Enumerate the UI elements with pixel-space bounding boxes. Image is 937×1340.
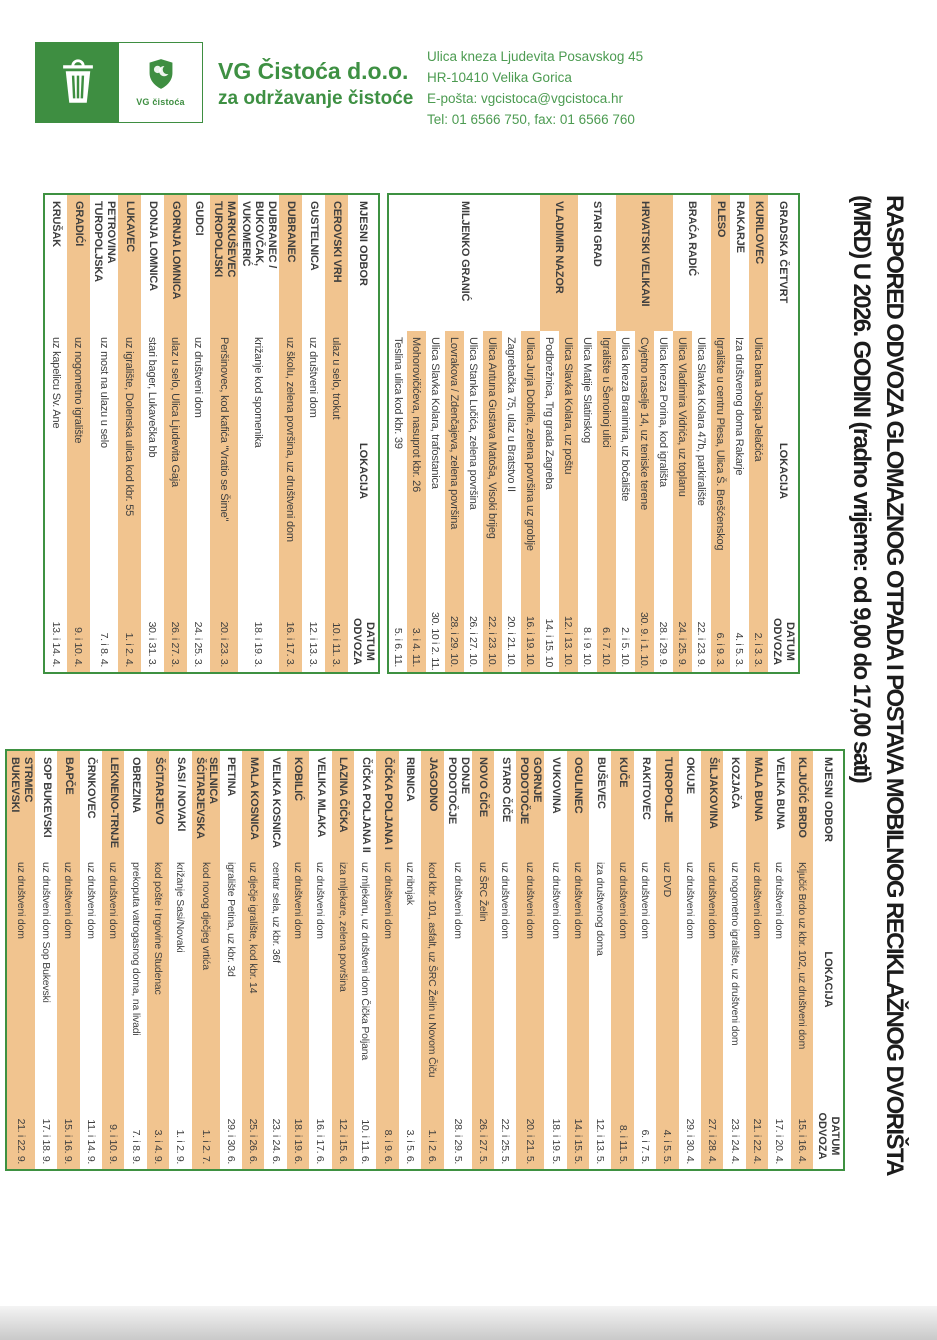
date-cell: 16. i 17. 3. <box>279 611 302 673</box>
address-line: HR-10410 Velika Gorica <box>427 70 572 85</box>
location-cell: uz kapelicu Sv. Ane <box>44 331 67 611</box>
table-row <box>791 750 813 1170</box>
area-name-cell: PETINA <box>220 750 242 856</box>
table-row <box>6 750 35 1170</box>
table-row <box>57 750 79 1170</box>
table-row <box>749 194 768 673</box>
area-name-cell: LUKAVEC <box>118 194 141 331</box>
location-cell: uz mljekaru, uz društveni dom Čička Poljana <box>354 856 376 1103</box>
location-cell: Igralište u centru Plesa, Ulica Š. Brešćenskog <box>711 331 730 611</box>
location-cell: Teslina ulica kod kbr. 39 <box>388 331 407 611</box>
area-name-cell: GUSTELNICA <box>302 194 325 331</box>
date-cell: 12. i 13. 5. <box>589 1103 611 1170</box>
area-name-cell: NOVO ČIČE <box>472 750 494 856</box>
company-logo <box>35 42 203 123</box>
table-row <box>164 194 187 673</box>
table-row <box>302 194 325 673</box>
area-name-cell: ŠILJAKOVINA <box>701 750 723 856</box>
table-row <box>444 750 472 1170</box>
area-name-cell: PLESO <box>711 194 730 331</box>
table-mjesni-odbor-turopolje <box>43 193 380 674</box>
date-cell: 20. i 23. 3. <box>210 611 238 673</box>
location-cell: ulaz u selo, Ulica Ljudevita Gaja <box>164 331 187 611</box>
date-cell: 7. i 8. 4. <box>90 611 118 673</box>
area-name-cell: LAZINA ČIČKA <box>332 750 354 856</box>
area-name-cell: RIBNICA <box>399 750 421 856</box>
table-row <box>169 750 191 1170</box>
area-name-cell: VUKOVINA <box>544 750 566 856</box>
column-header: LOKACIJA <box>357 442 370 500</box>
date-cell: 26. i 27. 3. <box>164 611 187 673</box>
area-name-cell: ČRNKOVEC <box>80 750 102 856</box>
date-cell: 12. i 13. 3. <box>302 611 325 673</box>
table-row <box>692 194 711 673</box>
address-line: Tel: 01 6566 750, fax: 01 6566 760 <box>427 112 635 127</box>
area-name-cell: PETROVINA TUROPOLJSKA <box>90 194 118 331</box>
table-row <box>544 750 566 1170</box>
area-name-cell: DONJE PODOTOČJE <box>444 750 472 856</box>
table-row <box>279 194 302 673</box>
date-cell: 21. i 22. 4. <box>746 1103 768 1170</box>
area-name-cell: OBREZINA <box>124 750 146 856</box>
date-cell: 30. 10 i 2. 11. <box>426 611 445 673</box>
date-cell: 11. i 14. 9. <box>80 1103 102 1170</box>
date-cell: 8. i 11. 5. <box>611 1103 633 1170</box>
area-name-cell: RAKARJE <box>730 194 749 331</box>
date-cell: 6. i 7. 5. <box>634 1103 656 1170</box>
location-cell: uz DVD <box>656 856 678 1103</box>
location-cell: uz društveni dom <box>611 856 633 1103</box>
table-row <box>187 194 210 673</box>
date-cell: 16. i 17. 6. <box>309 1103 331 1170</box>
area-name-cell: HRVATSKI VELIKANI <box>616 194 673 331</box>
area-name-cell: KLJUČIĆ BRDO <box>791 750 813 856</box>
location-cell: uz društveni dom <box>287 856 309 1103</box>
table-row <box>730 194 749 673</box>
area-name-cell: GRADIĆI <box>67 194 90 331</box>
location-cell: Ulica Antuna Gustava Matoša, Visoki brijeg <box>483 331 502 611</box>
table-row <box>264 750 286 1170</box>
area-name-cell: VELIKA KOSNICA <box>264 750 286 856</box>
date-cell: 6. i 9. 3. <box>711 611 730 673</box>
location-cell: uz društveni dom <box>746 856 768 1103</box>
location-cell: uz društveni dom <box>679 856 701 1103</box>
table-row <box>723 750 745 1170</box>
area-name-cell: KUČE <box>611 750 633 856</box>
table-row <box>711 194 730 673</box>
location-cell: ulaz u selo, trokut <box>325 331 348 611</box>
date-cell: 28. i 29. 5. <box>444 1103 472 1170</box>
location-cell: uz društveni dom <box>57 856 79 1103</box>
date-cell: 26. i 27. 5. <box>472 1103 494 1170</box>
column-header: DATUM ODVOZA <box>816 1112 841 1160</box>
table-row <box>80 750 102 1170</box>
table-mjesni-odbor-posavina <box>5 749 845 1171</box>
table-row <box>287 750 309 1170</box>
rotated-document-body <box>8 193 937 1340</box>
date-cell: 1. i 2. 9. <box>169 1103 191 1170</box>
date-cell: 2. i 5. 10. <box>616 611 635 673</box>
location-cell: uz društveni dom <box>376 856 398 1103</box>
location-cell: Ključić Brdo uz kbr. 102, uz društveni dom <box>791 856 813 1103</box>
date-cell: 16. i 19. 10. <box>521 611 540 673</box>
document-title-line1: RASPORED ODVOZA GLOMAZNOG OTPADA I POSTAVA MOBILNOG RECIKLAŽNOG DVORIŠTA <box>881 195 908 1175</box>
date-cell: 13. i 14. 4. <box>44 611 67 673</box>
location-cell: Ulica Slavka Kolara, uz poštu <box>559 331 578 611</box>
location-cell: Igralište u Šenoinoj ulici <box>597 331 616 611</box>
scan-page-edge-shadow <box>0 1306 937 1340</box>
area-name-cell: DUBRANEC / BUKOVČAK, VUKOMERIĆ <box>238 194 279 331</box>
date-cell: 21. i 22. 9. <box>6 1103 35 1170</box>
area-name-cell: SELNICA ŠĆITARJEVSKA <box>192 750 220 856</box>
date-cell: 9. i 10. 9. <box>102 1103 124 1170</box>
area-name-cell: SOP BUKEVSKI <box>35 750 57 856</box>
date-cell: 1. i 2. 4. <box>118 611 141 673</box>
table-row <box>421 750 443 1170</box>
company-address <box>427 46 643 130</box>
area-name-cell: VLADIMIR NAZOR <box>540 194 578 331</box>
table-row <box>147 750 169 1170</box>
company-name: VG Čistoća d.o.o. <box>218 58 409 84</box>
shield-icon <box>147 58 175 95</box>
date-cell: 23. i 24. 4. <box>723 1103 745 1170</box>
location-cell: Ulica kneza Porina, kod igrališta <box>654 331 673 611</box>
location-cell: uz društveni dom <box>701 856 723 1103</box>
location-cell: uz društveni dom <box>302 331 325 611</box>
column-header: LOKACIJA <box>777 442 790 500</box>
date-cell: 1. i 2. 6. <box>421 1103 443 1170</box>
date-cell: 23. i 24. 6. <box>264 1103 286 1170</box>
table-row <box>192 750 220 1170</box>
date-cell: 3. i 5. 6. <box>399 1103 421 1170</box>
date-cell: 12. i 13. 10. <box>559 611 578 673</box>
date-cell: 17. i 20. 4. <box>768 1103 790 1170</box>
table-row <box>220 750 242 1170</box>
location-cell: uz društveni dom <box>634 856 656 1103</box>
date-cell: 18. i 19. 3. <box>238 611 279 673</box>
location-cell: uz ribnjak <box>399 856 421 1103</box>
table-row <box>35 750 57 1170</box>
document-title-line2: (MRD) U 2026. GODINI (radno vrijeme: od 9,00 do 17,00 sati) <box>848 195 875 783</box>
logo-white-panel <box>119 43 202 122</box>
location-cell: uz nogometno igralište <box>67 331 90 611</box>
column-header: DATUM ODVOZA <box>351 617 376 666</box>
location-cell: Ulica Stanka Lučića, zelena površina <box>464 331 483 611</box>
address-line: Ulica kneza Ljudevita Posavskog 45 <box>427 49 644 64</box>
date-cell: 8. i 9. 6. <box>376 1103 398 1170</box>
table-row <box>238 194 279 673</box>
table-row <box>611 750 633 1170</box>
date-cell: 24. i 25. 3. <box>187 611 210 673</box>
area-name-cell: KURILOVEC <box>749 194 768 331</box>
area-name-cell: GORNJA LOMNICA <box>164 194 187 331</box>
date-cell: 18. i 19. 6. <box>287 1103 309 1170</box>
address-line: E-pošta: vgcistoca@vgcistoca.hr <box>427 91 624 106</box>
table-gradska-cetvrt <box>387 193 800 674</box>
location-cell: Ulica Jurja Dobrile, zelena površina uz groblje <box>521 331 540 611</box>
date-cell: 3. i 4. 9. <box>147 1103 169 1170</box>
location-cell: kod novog dječjeg vrtića <box>192 856 220 1103</box>
location-cell: uz društveni dom <box>567 856 589 1103</box>
area-name-cell: DUBRANEC <box>279 194 302 331</box>
location-cell: Iza društvenog doma Rakarje <box>730 331 749 611</box>
table-row <box>679 750 701 1170</box>
table-row <box>67 194 90 673</box>
location-cell: Ulica Slavka Kolara 47b, parkiralište <box>692 331 711 611</box>
location-cell: križanje kod spomenika <box>238 331 279 611</box>
location-cell: uz igralište, Dolenska ulica kod kbr. 55 <box>118 331 141 611</box>
area-name-cell: OGULINEC <box>567 750 589 856</box>
date-cell: 30. 9. i 1. 10. <box>635 611 654 673</box>
area-name-cell: DONJA LOMNICA <box>141 194 164 331</box>
location-cell: Peršinovec, kod kafića "Vratio se Šime" <box>210 331 238 611</box>
location-cell: uz društveni dom <box>102 856 124 1103</box>
date-cell: 10. i 11. 3. <box>325 611 348 673</box>
area-name-cell: BUŠEVEC <box>589 750 611 856</box>
location-cell: kod pošte i trgovine Studenac <box>147 856 169 1103</box>
area-name-cell: SASI / NOVAKI <box>169 750 191 856</box>
location-cell: križanje Sasi/Novaki <box>169 856 191 1103</box>
table-row <box>44 194 67 673</box>
table-row <box>521 194 540 673</box>
logo-green-panel <box>36 43 119 122</box>
area-name-cell: MARKUŠEVEC TUROPOLJSKI <box>210 194 238 331</box>
location-cell: Ulica Vladimira Vidrića, uz toplanu <box>673 331 692 611</box>
date-cell: 20. i 21. 5. <box>516 1103 544 1170</box>
location-cell: uz nogometno igralište, uz društveni dom <box>723 856 745 1103</box>
column-header: MJESNI ODBOR <box>357 201 370 286</box>
date-cell: 4. i 5. 3. <box>730 611 749 673</box>
location-cell: Ulica kneza Branimira, uz bočalište <box>616 331 635 611</box>
area-name-cell: CEROVSKI VRH <box>325 194 348 331</box>
date-cell: 22. i 23. 10. <box>483 611 502 673</box>
date-cell: 29. i 30. 6. <box>220 1103 242 1170</box>
date-cell: 28. i 29. 10. <box>445 611 464 673</box>
location-cell: kod kbr. 101, asfalt, uz ŠRC Želin u Novom Čiču <box>421 856 443 1103</box>
table-row <box>589 750 611 1170</box>
location-cell: stari bager, Lukavečka bb <box>141 331 164 611</box>
table-row <box>597 194 616 673</box>
location-cell: igralište Petina, uz kbr. 3d <box>220 856 242 1103</box>
date-cell: 10. i 11. 6. <box>354 1103 376 1170</box>
area-name-cell: BRAĆA RADIĆ <box>673 194 711 331</box>
table-row <box>746 750 768 1170</box>
table-row <box>325 194 348 673</box>
location-cell: Zagrebačka 75, ulaz u Bratstvo II <box>502 331 521 611</box>
location-cell: uz društveni dom Sop Bukevski <box>35 856 57 1103</box>
logo-brand-text: VG čistoća <box>136 97 185 107</box>
table-row <box>654 194 673 673</box>
date-cell: 22. i 25. 5. <box>494 1103 516 1170</box>
location-cell: uz društveni dom <box>80 856 102 1103</box>
location-cell: uz društveni dom <box>6 856 35 1103</box>
date-cell: 14. i 15. 5. <box>567 1103 589 1170</box>
table-row <box>472 750 494 1170</box>
area-name-cell: VELIKA BUNA <box>768 750 790 856</box>
location-cell: uz društveni dom <box>544 856 566 1103</box>
table-row <box>494 750 516 1170</box>
table-row <box>768 750 790 1170</box>
date-cell: 29. i 30. 4. <box>679 1103 701 1170</box>
area-name-cell: MALA KOSNICA <box>242 750 264 856</box>
location-cell: iza društvenog doma <box>589 856 611 1103</box>
table-row <box>309 750 331 1170</box>
date-cell: 4. i 5. 5. <box>656 1103 678 1170</box>
location-cell: Podbrežnica, Trg grada Zagreba <box>540 331 559 611</box>
location-cell: Ulica bana Josipa Jelačića <box>749 331 768 611</box>
area-name-cell: TUROPOLJE <box>656 750 678 856</box>
column-header: GRADSKA ČETVRT <box>777 201 790 304</box>
date-cell: 15. i 16. 9. <box>57 1103 79 1170</box>
date-cell: 9. i 10. 4. <box>67 611 90 673</box>
area-name-cell: MILJENKO GRANIĆ <box>388 194 540 331</box>
location-cell: uz društveni dom <box>768 856 790 1103</box>
location-cell: centar sela, uz kbr. 36f <box>264 856 286 1103</box>
date-cell: 1. i 2. 7. <box>192 1103 220 1170</box>
location-cell: iza mljekare, zelena površina <box>332 856 354 1103</box>
date-cell: 3. i 4. 11. <box>407 611 426 673</box>
location-cell: uz most na ulazu u selo <box>90 331 118 611</box>
column-header: LOKACIJA <box>822 951 835 1008</box>
location-cell: uz društveni dom <box>309 856 331 1103</box>
location-cell: uz školu, zelena površina, uz društveni dom <box>279 331 302 611</box>
table-row <box>376 750 398 1170</box>
date-cell: 12. i 15. 6. <box>332 1103 354 1170</box>
location-cell: prekoputa vatrogasnog doma, na livadi <box>124 856 146 1103</box>
table-row <box>141 194 164 673</box>
table-row <box>516 750 544 1170</box>
location-cell: uz ŠRC Želin <box>472 856 494 1103</box>
date-cell: 30. i 31. 3. <box>141 611 164 673</box>
table-row <box>210 194 238 673</box>
table-row <box>559 194 578 673</box>
area-name-cell: STRMEC BUKEVSKI <box>6 750 35 856</box>
table-row <box>102 750 124 1170</box>
date-cell: 28. i 29. 9. <box>654 611 673 673</box>
trash-can-icon <box>57 53 99 112</box>
area-name-cell: ŠĆITARJEVO <box>147 750 169 856</box>
area-name-cell: STARO ČIČE <box>494 750 516 856</box>
date-cell: 25. i 26. 6. <box>242 1103 264 1170</box>
date-cell: 18. i 19. 5. <box>544 1103 566 1170</box>
date-cell: 27. i 28. 4. <box>701 1103 723 1170</box>
area-name-cell: KOBILIĆ <box>287 750 309 856</box>
area-name-cell: VELIKA MLAKA <box>309 750 331 856</box>
location-cell: Ulica Slavka Kolara, trafostanica <box>426 331 445 611</box>
date-cell: 24. i 25. 9. <box>673 611 692 673</box>
date-cell: 7. i 8. 9. <box>124 1103 146 1170</box>
area-name-cell: GORNJE PODOTOČJE <box>516 750 544 856</box>
location-cell: Mohorovičićeva, nasuprot kbr. 26 <box>407 331 426 611</box>
location-cell: uz društveni dom <box>494 856 516 1103</box>
table-row <box>332 750 354 1170</box>
table-row <box>634 750 656 1170</box>
date-cell: 8. i 9. 10. <box>578 611 597 673</box>
company-block <box>218 58 413 110</box>
area-name-cell: MALA BUNA <box>746 750 768 856</box>
date-cell: 15. i 16. 4. <box>791 1103 813 1170</box>
area-name-cell: LEKNENO-TRNJE <box>102 750 124 856</box>
area-name-cell: JAGODNO <box>421 750 443 856</box>
location-cell: uz društveni dom <box>516 856 544 1103</box>
table-row <box>701 750 723 1170</box>
location-cell: uz društveni dom <box>444 856 472 1103</box>
date-cell: 6. i 7. 10. <box>597 611 616 673</box>
area-name-cell: KRUŠAK <box>44 194 67 331</box>
table-row <box>90 194 118 673</box>
table-row <box>242 750 264 1170</box>
date-cell: 5. i 6. 11. <box>388 611 407 673</box>
date-cell: 26. i 27. 10. <box>464 611 483 673</box>
table-row <box>567 750 589 1170</box>
location-cell: uz dječje igralište, kod kbr. 14 <box>242 856 264 1103</box>
area-name-cell: BAPČE <box>57 750 79 856</box>
table-row <box>354 750 376 1170</box>
date-cell: 22. i 23. 9. <box>692 611 711 673</box>
location-cell: Cvjetno naselje 14, uz teniske terene <box>635 331 654 611</box>
date-cell: 20. i 21. 10. <box>502 611 521 673</box>
document-title <box>845 195 911 1175</box>
date-cell: 17. i 18. 9. <box>35 1103 57 1170</box>
area-name-cell: GUDCI <box>187 194 210 331</box>
location-cell: Lovrakova / Zdenčajeva, zelena površina <box>445 331 464 611</box>
company-tagline: za održavanje čistoće <box>218 88 414 109</box>
location-cell: Ulica Matije Slatinskog <box>578 331 597 611</box>
table-row <box>124 750 146 1170</box>
column-header: DATUM ODVOZA <box>771 617 796 666</box>
table-row <box>399 750 421 1170</box>
area-name-cell: RAKITOVEC <box>634 750 656 856</box>
area-name-cell: KOZJAČA <box>723 750 745 856</box>
date-cell: 14. i 15. 10 <box>540 611 559 673</box>
table-row <box>656 750 678 1170</box>
column-header: MJESNI ODBOR <box>822 757 835 842</box>
area-name-cell: STARI GRAD <box>578 194 616 331</box>
location-cell: uz društveni dom <box>187 331 210 611</box>
area-name-cell: OKUJE <box>679 750 701 856</box>
table-row <box>118 194 141 673</box>
area-name-cell: ČIČKA POLJANA I <box>376 750 398 856</box>
date-cell: 2. i 3. 3. <box>749 611 768 673</box>
area-name-cell: ČIČKA POLJANA II <box>354 750 376 856</box>
